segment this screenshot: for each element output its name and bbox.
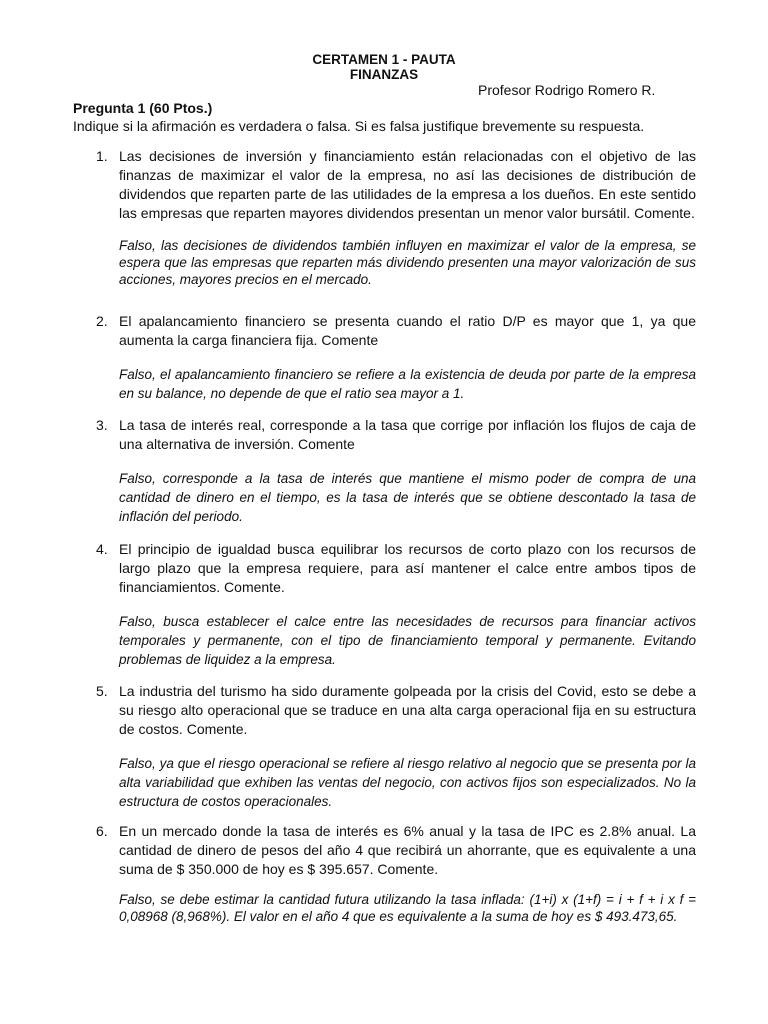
item-number: 1. [96,148,108,164]
item-statement: La industria del turismo ha sido duramente golpeada por la crisis del Covid, esto se debe a su riesgo alto operacional que se traduce en una alta carga operacional fija en su estructura de costos. Comente. [119,683,696,737]
professor-name: Profesor Rodrigo Romero R. [478,82,656,98]
item-statement: El apalancamiento financiero se presenta cuando el ratio D/P es mayor que 1, ya que aumenta la carga financiera fija. Comente [119,313,696,348]
question-instruction: Indique si la afirmación es verdadera o falsa. Si es falsa justifique brevemente su respuesta. [73,118,645,134]
list-item [96,540,696,669]
item-answer: Falso, el apalancamiento financiero se refiere a la existencia de deuda por parte de la empresa en su balance, no depende de que el ratio sea mayor a 1. [119,367,696,401]
item-answer: Falso, se debe estimar la cantidad futura utilizando la tasa inflada: (1+i) x (1+f) = i + f + i x f = 0,08968 (8,968%). El valor en el año 4 que es equivalente a la suma de hoy es $ 493.473,65. [119,892,696,924]
item-statement: La tasa de interés real, corresponde a la tasa que corrige por inflación los flujos de caja de una alternativa de inversión. Comente [119,417,696,452]
item-number: 4. [96,541,108,557]
item-number: 3. [96,417,108,433]
exam-title: CERTAMEN 1 - PAUTA [312,52,456,67]
list-item [96,682,696,811]
list-item [96,416,696,526]
item-number: 6. [96,823,108,839]
item-answer: Falso, corresponde a la tasa de interés que mantiene el mismo poder de compra de una cantidad de dinero en el tiempo, es la tasa de interés que se obtiene descontado la tasa de inflación del periodo. [119,471,696,524]
item-answer: Falso, busca establecer el calce entre las necesidades de recursos para financiar activos temporales y permanente, con el tipo de financiamiento temporal y permanente. Evitando problemas de liquidez a la empresa. [119,614,696,667]
question-heading: Pregunta 1 (60 Ptos.) [73,100,213,116]
item-answer: Falso, las decisiones de dividendos también influyen en maximizar el valor de la empresa, se espera que las empresas que reparten más dividendo presenten una mayor valorización de sus acciones, mayores precios en el mercado. [119,238,696,287]
item-statement: Las decisiones de inversión y financiamiento están relacionadas con el objetivo de las finanzas de maximizar el valor de la empresa, no así las decisiones de distribución de dividendos que reparten parte de las utilidades de la empresa a los dueños. En este sentido las empresas que reparten mayores dividendos presentan un menor valor bursátil. Comente. [119,148,696,221]
item-answer: Falso, ya que el riesgo operacional se refiere al riesgo relativo al negocio que se presenta por la alta variabilidad que exhiben las ventas del negocio, con activos fijos son especializados. No la estructura de costos operacionales. [119,756,696,809]
list-item [96,147,696,288]
exam-subtitle: FINANZAS [349,67,419,82]
item-number: 2. [96,313,108,329]
item-statement: En un mercado donde la tasa de interés es 6% anual y la tasa de IPC es 2.8% anual. La cantidad de dinero de pesos del año 4 que recibirá un ahorrante, que es equivalente a una suma de $ 350.000 de hoy es $ 395.657. Comente. [119,823,696,877]
list-item [96,822,696,925]
item-statement: El principio de igualdad busca equilibrar los recursos de corto plazo con los recursos de largo plazo que la empresa requiere, para así mantener el calce entre ambos tipos de financiamientos. Comente. [119,541,696,595]
item-number: 5. [96,683,108,699]
list-item [96,312,696,403]
